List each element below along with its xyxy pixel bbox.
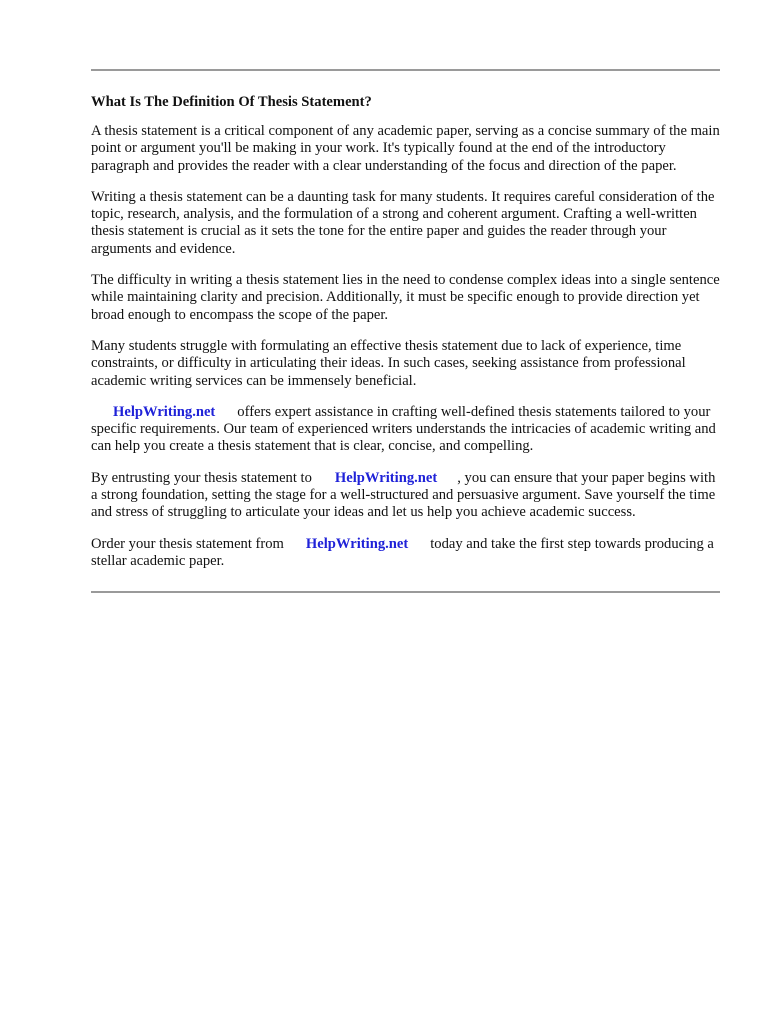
helpwriting-link-3[interactable]: HelpWriting.net (305, 535, 409, 552)
document-page (91, 69, 720, 593)
paragraph-2: Writing a thesis statement can be a daunting task for many students. It requires careful consideration of the topic, research, analysis, and the formulation of a strong and coherent argument. Crafting a well-written thesis statement is crucial as it sets the tone for the entire paper and guides the reader through your arguments and evidence. (91, 188, 715, 257)
paragraph-5 (91, 404, 720, 456)
paragraph-6-text: , you can ensure that your paper begins with a strong foundation, setting the stage for a well-structured and persuasive argument. Save yourself the time and stress of struggling to articulate your ideas and let us help you achieve academic success. (91, 469, 716, 521)
paragraph-7-text: today and take the first step towards producing a stellar academic paper. (91, 535, 714, 569)
paragraph-1: A thesis statement is a critical component of any academic paper, serving as a concise summary of the main point or argument you'll be making in your work. It's typically found at the end of the introductory paragraph and provides the reader with a clear understanding of the focus and direction of the paper. (91, 123, 720, 174)
paragraph-7-lead: Order your thesis statement from (91, 535, 284, 552)
paragraph-7 (91, 536, 720, 571)
document-title: What Is The Definition Of Thesis Statement? (91, 94, 372, 110)
paragraph-5-text: offers expert assistance in crafting well-defined thesis statements tailored to your specific requirements. Our team of experienced writers understands the intricacies of academic writing and can help you create a thesis statement that is clear, concise, and compelling. (91, 403, 716, 455)
helpwriting-link-2[interactable]: HelpWriting.net (334, 469, 438, 486)
paragraph-6-lead: By entrusting your thesis statement to (91, 469, 312, 486)
helpwriting-link-1[interactable]: HelpWriting.net (113, 403, 216, 420)
top-divider (91, 69, 720, 71)
paragraph-6 (91, 470, 720, 522)
bottom-divider (91, 591, 720, 593)
paragraph-3: The difficulty in writing a thesis statement lies in the need to condense complex ideas into a single sentence while maintaining clarity and precision. Additionally, it must be specific enough to provide direction yet broad enough to encompass the scope of the paper. (91, 272, 720, 323)
paragraph-4: Many students struggle with formulating an effective thesis statement due to lack of experience, time constraints, or difficulty in articulating their ideas. In such cases, seeking assistance from professional academic writing services can be immensely beneficial. (91, 337, 686, 389)
